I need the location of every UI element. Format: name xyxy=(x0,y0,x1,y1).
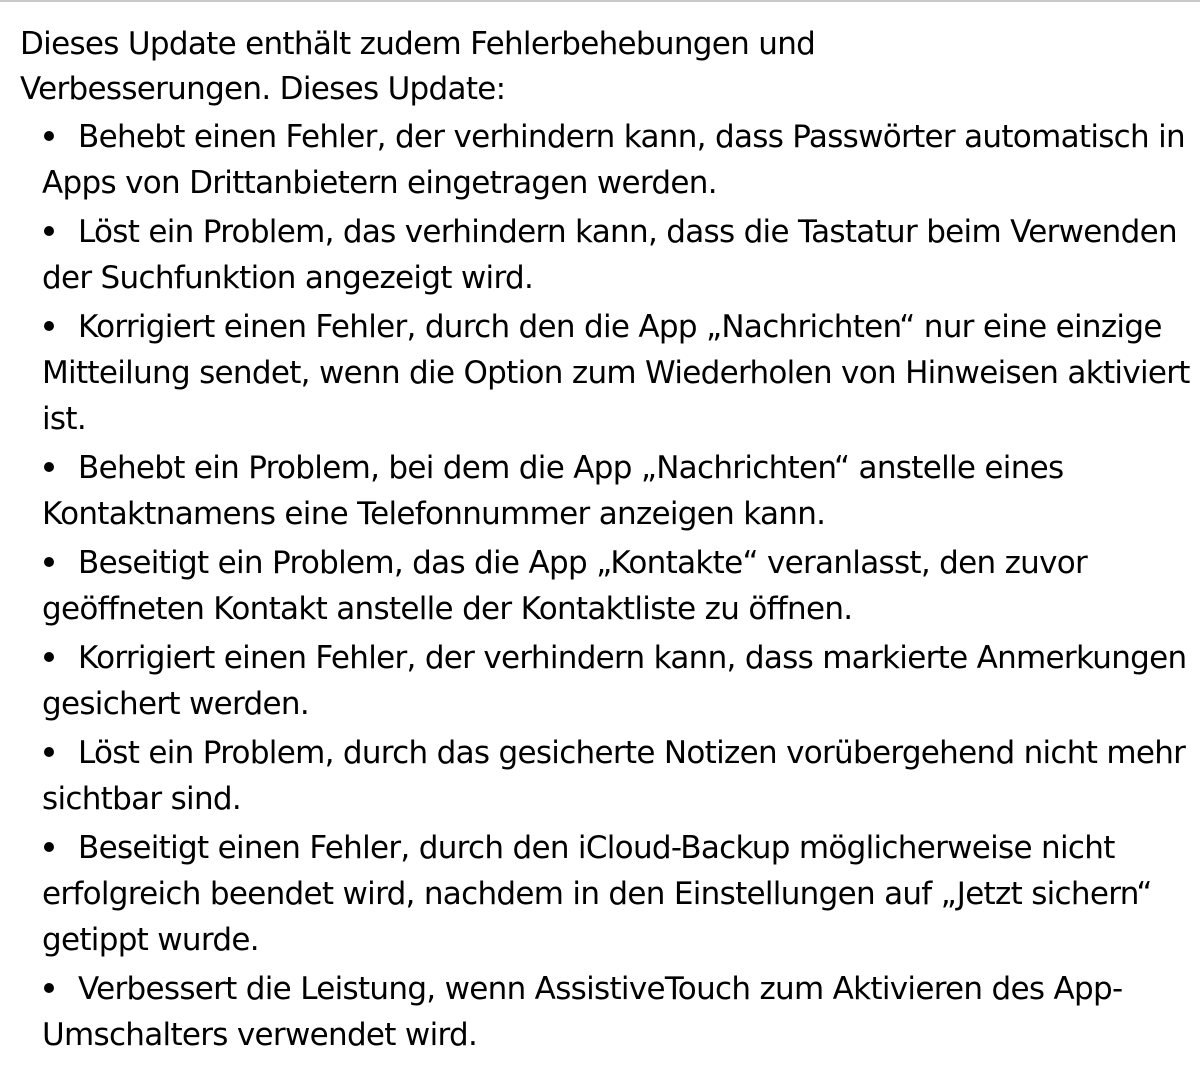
list-item xyxy=(42,635,1198,727)
fix-list xyxy=(20,114,1198,1058)
bullet-icon xyxy=(44,842,54,852)
list-item-text: Verbessert die Leistung, wenn AssistiveTouch zum Aktivieren des App-Umschalters verwendet wird. xyxy=(42,971,1123,1053)
list-item-text: Behebt ein Problem, bei dem die App „Nachrichten“ anstelle eines Kontaktnamens eine Telefonnummer anzeigen kann. xyxy=(42,450,1064,532)
list-item-text: Beseitigt einen Fehler, durch den iCloud-Backup möglicherweise nicht erfolgreich beendet wird, nachdem in den Einstellungen auf „Jetzt sichern“ getippt wurde. xyxy=(42,830,1152,958)
bullet-icon xyxy=(44,131,54,141)
release-notes xyxy=(20,22,1198,1061)
bullet-icon xyxy=(44,557,54,567)
list-item-text: Korrigiert einen Fehler, der verhindern kann, dass markierte Anmerkungen gesichert werden. xyxy=(42,640,1187,722)
list-item xyxy=(42,730,1198,822)
bullet-icon xyxy=(44,652,54,662)
bullet-icon xyxy=(44,321,54,331)
release-notes-intro: Dieses Update enthält zudem Fehlerbehebungen und Verbesserungen. Dieses Update: xyxy=(20,26,816,107)
list-item xyxy=(42,445,1198,537)
bullet-icon xyxy=(44,226,54,236)
list-item xyxy=(42,209,1198,301)
list-item-text: Löst ein Problem, durch das gesicherte Notizen vorübergehend nicht mehr sichtbar sind. xyxy=(42,735,1186,817)
bullet-icon xyxy=(44,462,54,472)
list-item xyxy=(42,825,1198,963)
top-divider xyxy=(0,0,1200,2)
bullet-icon xyxy=(44,983,54,993)
list-item xyxy=(42,114,1198,206)
bullet-icon xyxy=(44,747,54,757)
list-item-text: Löst ein Problem, das verhindern kann, dass die Tastatur beim Verwenden der Suchfunktion angezeigt wird. xyxy=(42,214,1177,296)
list-item-text: Korrigiert einen Fehler, durch den die App „Nachrichten“ nur eine einzige Mitteilung sendet, wenn die Option zum Wiederholen von Hinweisen aktiviert ist. xyxy=(42,309,1190,437)
list-item-text: Behebt einen Fehler, der verhindern kann, dass Passwörter automatisch in Apps von Drittanbietern eingetragen werden. xyxy=(42,119,1185,201)
list-item-text: Beseitigt ein Problem, das die App „Kontakte“ veranlasst, den zuvor geöffneten Kontakt anstelle der Kontaktliste zu öffnen. xyxy=(42,545,1088,627)
list-item xyxy=(42,304,1198,442)
list-item xyxy=(42,966,1198,1058)
list-item xyxy=(42,540,1198,632)
